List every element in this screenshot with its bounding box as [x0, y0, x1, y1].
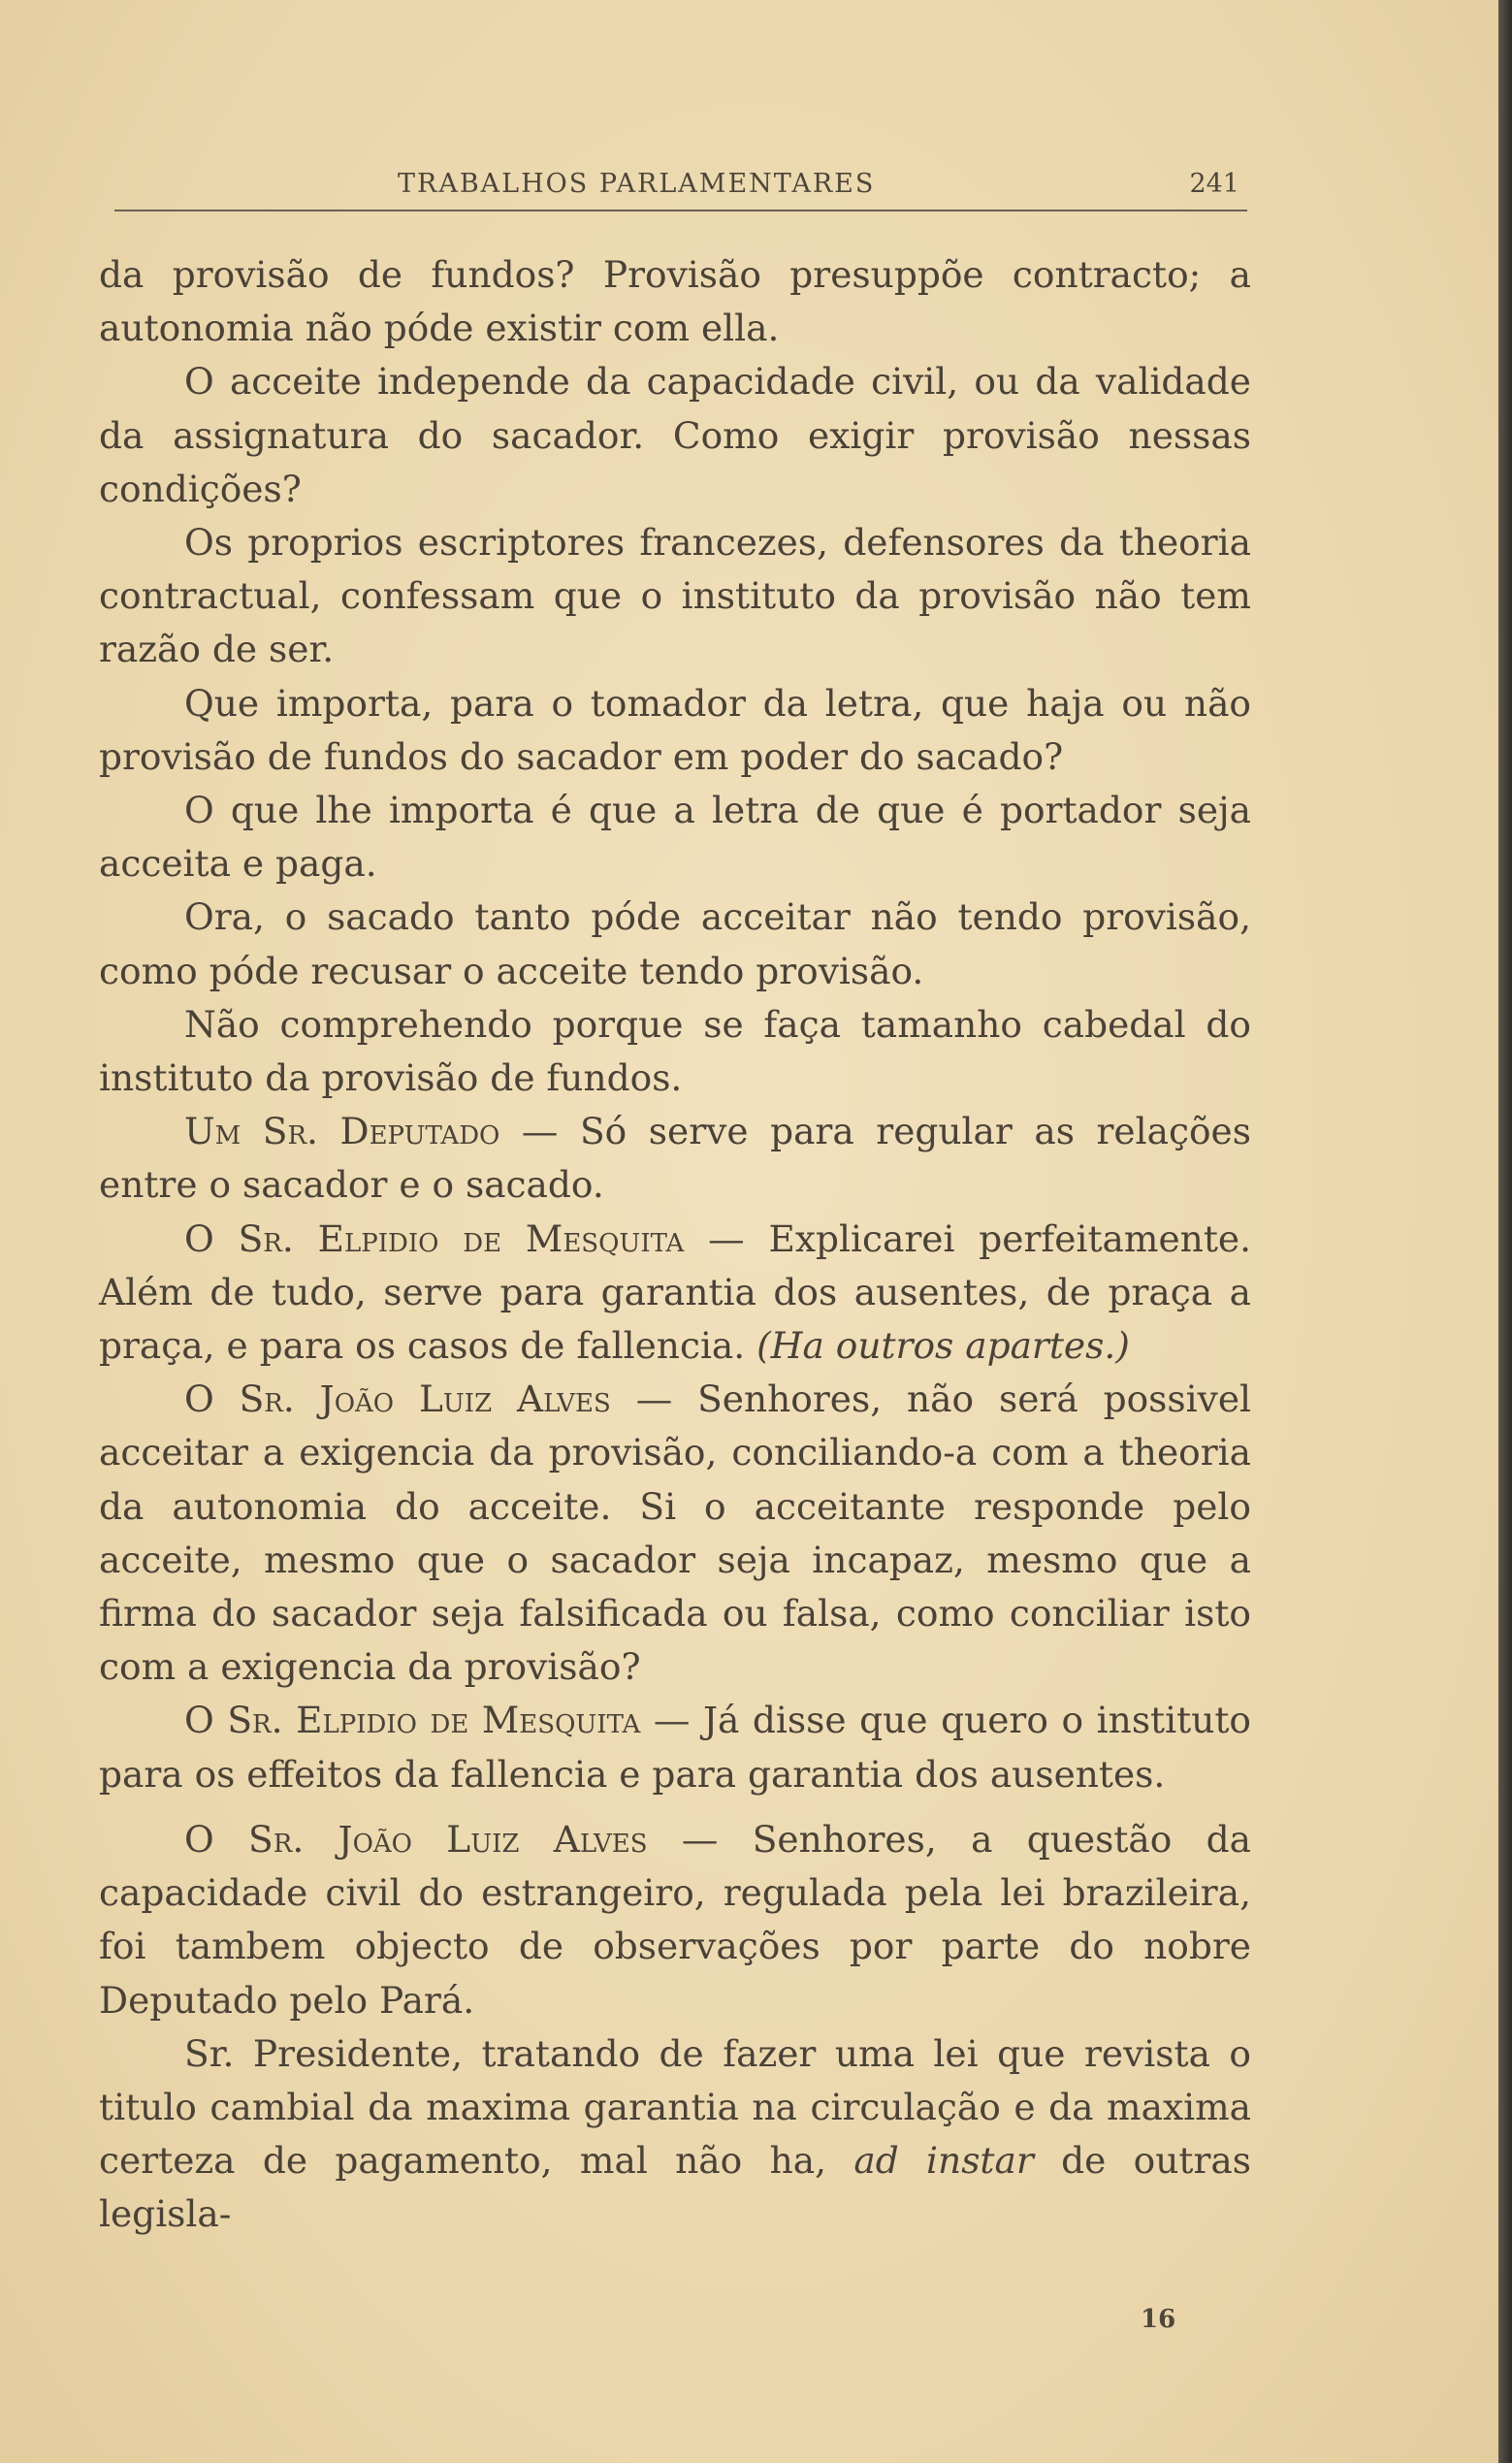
closing-text-end: de outras legisla-	[99, 2139, 1251, 2236]
speech-dash: —	[499, 1110, 580, 1153]
speaker-name: O Sr. João Luiz Alves	[184, 1817, 648, 1861]
speech-paragraph	[99, 1213, 1251, 1374]
body-text	[99, 248, 1251, 2242]
speech-text: Senhores, não será possivel acceitar a exigencia da provisão, conciliando-a com a theoria da autonomia do acceite. Si o acceitante responde pelo acceite, mesmo que o sacador seja incapaz, mesmo que a firma do sacador seja falsificada ou falsa, como conciliar isto com a exigencia da provisão?	[99, 1377, 1251, 1689]
speech-text: Já disse que quero o instituto para os effeitos da fallencia e para garantia dos ausentes.	[99, 1699, 1251, 1796]
speech-paragraph	[99, 1105, 1251, 1212]
speech-paragraph	[99, 1694, 1251, 1800]
header-rule	[114, 210, 1247, 211]
speech-text: Senhores, a questão da capacidade civil do estrangeiro, regulada pela lei brazileira, foi tambem objecto de observações por parte do nobre Deputado pelo Pará.	[99, 1817, 1252, 2022]
speech-dash: —	[684, 1216, 769, 1260]
speech-dash: —	[647, 1817, 753, 1861]
speech-paragraph	[99, 1373, 1251, 1694]
paragraph: da provisão de fundos? Provisão presuppõe contracto; a autonomia não póde existir com ella.	[99, 253, 1251, 350]
speaker-name: O Sr. Elpidio de Mesquita	[184, 1699, 641, 1742]
page-header	[107, 163, 1251, 217]
speech-text: Só serve para regular as relações entre o sacador e o sacado.	[99, 1110, 1251, 1207]
speech-paragraph	[99, 1813, 1251, 2027]
paragraph: Ora, o sacado tanto póde acceitar não tendo provisão, como póde recusar o acceite tendo provisão.	[99, 895, 1251, 992]
speech-text: Explicarei perfeitamente. Além de tudo, serve para garantia dos ausentes, de praça a praça, e para os casos de fallencia.	[99, 1216, 1252, 1368]
paragraph: O acceite independe da capacidade civil, ou da validade da assignatura do sacador. Como exigir provisão nessas condições?	[99, 360, 1251, 510]
speech-dash: —	[640, 1699, 703, 1742]
paragraph: Não comprehendo porque se faça tamanho cabedal do instituto da provisão de fundos.	[99, 1002, 1251, 1100]
speaker-name: O Sr. Elpidio de Mesquita	[184, 1216, 685, 1260]
running-title: TRABALHOS PARLAMENTARES	[398, 169, 876, 199]
speaker-name: O Sr. João Luiz Alves	[184, 1377, 611, 1421]
page-edge-shadow	[1498, 0, 1512, 2463]
closing-paragraph	[99, 2027, 1251, 2242]
speaker-name: Um Sr. Deputado	[184, 1110, 500, 1153]
signature-mark: 16	[1141, 2305, 1176, 2334]
page-number: 241	[1189, 169, 1239, 199]
paragraph: Que importa, para o tomador da letra, que haja ou não provisão de fundos do sacador em poder do sacado?	[99, 681, 1251, 778]
closing-latin-phrase: ad instar	[853, 2139, 1034, 2183]
paragraph: Os proprios escriptores francezes, defensores da theoria contractual, confessam que o instituto da provisão não tem razão de ser.	[99, 521, 1251, 671]
paragraph: O que lhe importa é que a letra de que é portador seja acceita e paga.	[99, 789, 1251, 886]
speech-dash: —	[610, 1377, 698, 1421]
speech-aside: (Ha outros apartes.)	[756, 1324, 1130, 1368]
closing-text-start: Sr. Presidente, tratando de fazer uma lei que revista o titulo cambial da maxima garantia na circulação e da maxima certeza de pagamento, mal não ha,	[99, 2031, 1251, 2183]
